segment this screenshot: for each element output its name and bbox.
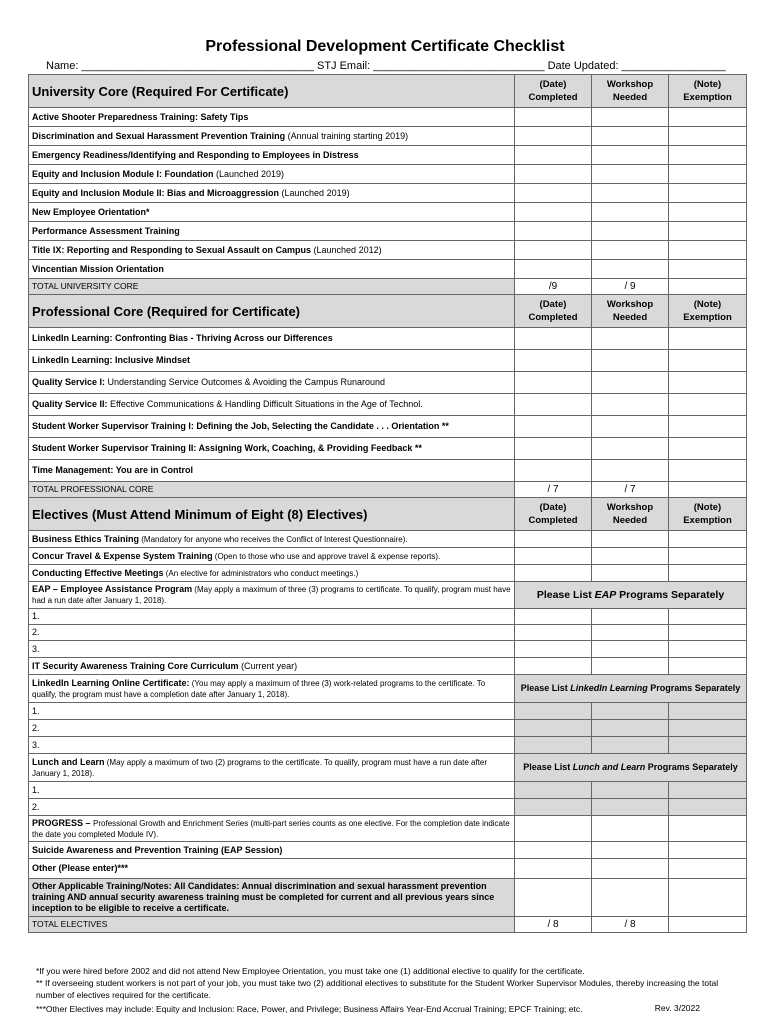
workshop-needed-cell[interactable] bbox=[592, 658, 669, 675]
eap-item-number: 2. bbox=[29, 625, 515, 641]
eap-item-row bbox=[29, 609, 747, 625]
name-email-date-line: Name: ______________________________________ STJ Email: ____________________________ Date Updated: _________________ bbox=[46, 60, 726, 72]
other-notes-text: Other Applicable Training/Notes: All Candidates: Annual discrimination and sexual harassment prevention training AND annual security awareness training must be completed for current and all previous years since inception to be eligible to receive a certificate. bbox=[29, 879, 515, 917]
item-title: Concur Travel & Expense System Training bbox=[32, 550, 213, 561]
exemption-cell[interactable] bbox=[669, 146, 747, 165]
date-completed-cell[interactable] bbox=[515, 737, 592, 754]
eap-item-number: 3. bbox=[29, 641, 515, 658]
workshop-needed-cell[interactable] bbox=[592, 548, 669, 565]
total-label: TOTAL ELECTIVES bbox=[29, 917, 515, 933]
workshop-needed-cell[interactable] bbox=[592, 165, 669, 184]
section-heading-professional: Professional Core (Required for Certificate) bbox=[29, 295, 515, 328]
exemption-cell[interactable] bbox=[669, 460, 747, 482]
linkedin-item-number: 2. bbox=[29, 720, 515, 737]
date-completed-cell[interactable] bbox=[515, 127, 592, 146]
footnote-2: ** If overseeing student workers is not part of your job, you must take two (2) additional electives to substitute for the Student Worker Supervisor Modules, thereby increasing the total number of electives required for the certificate. bbox=[36, 978, 719, 1000]
exemption-cell[interactable] bbox=[669, 859, 747, 879]
university-header-row bbox=[29, 75, 747, 108]
elective-row-lunch-and-learn bbox=[29, 754, 747, 782]
item-title: PROGRESS – bbox=[32, 817, 94, 828]
university-course-row bbox=[29, 184, 747, 203]
elective-row-linkedin bbox=[29, 675, 747, 703]
course-note: (Launched 2012) bbox=[311, 244, 382, 255]
item-title: Business Ethics Training bbox=[32, 533, 140, 544]
professional-course-row bbox=[29, 350, 747, 372]
exemption-cell[interactable] bbox=[669, 737, 747, 754]
item-title: IT Security Awareness Training Core Curriculum bbox=[32, 660, 239, 671]
workshop-needed-cell[interactable] bbox=[592, 394, 669, 416]
date-completed-cell[interactable] bbox=[515, 165, 592, 184]
date-completed-cell[interactable] bbox=[515, 816, 592, 842]
col-workshop-needed: Workshop Needed bbox=[592, 75, 669, 108]
course-title: Performance Assessment Training bbox=[32, 225, 180, 236]
linkedin-item-number: 3. bbox=[29, 737, 515, 754]
date-completed-cell[interactable] bbox=[515, 372, 592, 394]
exemption-cell[interactable] bbox=[669, 842, 747, 859]
exemption-cell[interactable] bbox=[669, 350, 747, 372]
workshop-needed-cell[interactable] bbox=[592, 737, 669, 754]
course-title: Equity and Inclusion Module II: Bias and Microaggression bbox=[32, 187, 280, 198]
other-notes-row bbox=[29, 879, 747, 917]
item-title: Suicide Awareness and Prevention Training (EAP Session) bbox=[29, 842, 515, 859]
workshop-needed-cell[interactable] bbox=[592, 203, 669, 222]
lunch-learn-item-number: 2. bbox=[29, 799, 515, 816]
course-title: Student Worker Supervisor Training II: Assigning Work, Coaching, & Providing Feedback ** bbox=[32, 443, 422, 453]
date-completed-cell[interactable] bbox=[515, 625, 592, 641]
university-course-row bbox=[29, 241, 747, 260]
workshop-needed-cell[interactable] bbox=[592, 625, 669, 641]
exemption-cell[interactable] bbox=[669, 108, 747, 127]
course-title: Quality Service I: bbox=[32, 377, 106, 387]
course-title: Quality Service II: bbox=[32, 399, 108, 409]
date-completed-cell[interactable] bbox=[515, 350, 592, 372]
workshop-needed-cell[interactable] bbox=[592, 641, 669, 658]
course-title: Active Shooter Preparedness Training: Safety Tips bbox=[32, 111, 249, 122]
linkedin-item-number: 1. bbox=[29, 703, 515, 720]
date-completed-cell[interactable] bbox=[515, 842, 592, 859]
exemption-cell[interactable] bbox=[669, 394, 747, 416]
workshop-needed-cell[interactable] bbox=[592, 108, 669, 127]
workshop-needed-cell[interactable] bbox=[592, 565, 669, 582]
date-completed-cell[interactable] bbox=[515, 859, 592, 879]
date-completed-cell[interactable] bbox=[515, 438, 592, 460]
workshop-needed-cell[interactable] bbox=[592, 350, 669, 372]
date-completed-cell[interactable] bbox=[515, 609, 592, 625]
col-workshop-needed: Workshop Needed bbox=[592, 295, 669, 328]
col-date-completed: (Date) Completed bbox=[515, 498, 592, 531]
item-note: (An elective for administrators who conduct meetings.) bbox=[163, 568, 359, 578]
exemption-cell[interactable] bbox=[669, 438, 747, 460]
course-note: (Launched 2019) bbox=[213, 168, 285, 179]
course-note: (Launched 2019) bbox=[279, 187, 350, 198]
exemption-cell[interactable] bbox=[669, 241, 747, 260]
item-title: EAP – Employee Assistance Program bbox=[32, 584, 193, 594]
date-completed-cell[interactable] bbox=[515, 416, 592, 438]
total-completed: / 7 bbox=[515, 482, 592, 498]
professional-course-row bbox=[29, 372, 747, 394]
workshop-needed-cell[interactable] bbox=[592, 372, 669, 394]
course-title: Emergency Readiness/Identifying and Responding to Employees in Distress bbox=[32, 149, 359, 160]
date-completed-cell[interactable] bbox=[515, 879, 592, 917]
course-title: Discrimination and Sexual Harassment Prevention Training bbox=[32, 130, 286, 141]
course-note: (Annual training starting 2019) bbox=[285, 130, 409, 141]
exemption-cell[interactable] bbox=[669, 416, 747, 438]
university-course-row bbox=[29, 165, 747, 184]
date-completed-cell[interactable] bbox=[515, 703, 592, 720]
date-completed-cell[interactable] bbox=[515, 799, 592, 816]
elective-row-progress bbox=[29, 816, 747, 842]
item-title: LinkedIn Learning Online Certificate: bbox=[32, 677, 190, 688]
course-note: Effective Communications & Handling Difficult Situations in the Age of Technol. bbox=[107, 399, 423, 409]
workshop-needed-cell[interactable] bbox=[592, 799, 669, 816]
university-course-row bbox=[29, 203, 747, 222]
exemption-cell[interactable] bbox=[669, 184, 747, 203]
date-completed-cell[interactable] bbox=[515, 222, 592, 241]
course-title: Student Worker Supervisor Training I: Defining the Job, Selecting the Candidate . . . Orientation ** bbox=[32, 421, 449, 431]
item-title: Lunch and Learn bbox=[32, 756, 105, 767]
item-title: Conducting Effective Meetings bbox=[32, 567, 164, 578]
date-completed-cell[interactable] bbox=[515, 184, 592, 203]
workshop-needed-cell[interactable] bbox=[592, 127, 669, 146]
university-course-row bbox=[29, 260, 747, 279]
exemption-cell[interactable] bbox=[669, 548, 747, 565]
course-note: Understanding Service Outcomes & Avoiding the Campus Runaround bbox=[105, 377, 386, 387]
date-completed-cell[interactable] bbox=[515, 260, 592, 279]
exemption-cell[interactable] bbox=[669, 203, 747, 222]
date-completed-cell[interactable] bbox=[515, 531, 592, 548]
exemption-cell[interactable] bbox=[669, 799, 747, 816]
total-completed: /9 bbox=[515, 279, 592, 295]
course-title: Time Management: You are in Control bbox=[32, 465, 194, 475]
date-completed-cell[interactable] bbox=[515, 108, 592, 127]
workshop-needed-cell[interactable] bbox=[592, 842, 669, 859]
university-course-row bbox=[29, 127, 747, 146]
total-completed: / 8 bbox=[515, 917, 592, 933]
workshop-needed-cell[interactable] bbox=[592, 703, 669, 720]
date-completed-cell[interactable] bbox=[515, 328, 592, 350]
col-note-exemption: (Note) Exemption bbox=[669, 75, 747, 108]
total-needed: / 9 bbox=[592, 279, 669, 295]
elective-row-business-ethics bbox=[29, 531, 747, 548]
exemption-cell[interactable] bbox=[669, 127, 747, 146]
lunch-learn-item-row bbox=[29, 782, 747, 799]
course-title: Equity and Inclusion Module I: Foundation bbox=[32, 168, 214, 179]
item-title: Other (Please enter)*** bbox=[29, 859, 515, 879]
date-completed-cell[interactable] bbox=[515, 241, 592, 260]
elective-row-other bbox=[29, 859, 747, 879]
elective-row-eap bbox=[29, 582, 747, 609]
linkedin-list-separately-note: Please List LinkedIn Learning Programs Separately bbox=[515, 675, 747, 703]
exemption-cell[interactable] bbox=[669, 328, 747, 350]
col-note-exemption: (Note) Exemption bbox=[669, 498, 747, 531]
item-note: (May apply a maximum of three (3) programs to certificate. To qualify, program must have had a run date after January 1, 2018). bbox=[32, 585, 511, 605]
eap-item-number: 1. bbox=[29, 609, 515, 625]
date-completed-cell[interactable] bbox=[515, 641, 592, 658]
elective-row-it-security bbox=[29, 658, 747, 675]
date-completed-cell[interactable] bbox=[515, 203, 592, 222]
lunch-learn-item-row bbox=[29, 799, 747, 816]
revision-label: Rev. 3/2022 bbox=[654, 1003, 700, 1013]
workshop-needed-cell[interactable] bbox=[592, 460, 669, 482]
workshop-needed-cell[interactable] bbox=[592, 859, 669, 879]
item-note: (Open to those who use and approve travel & expense reports). bbox=[212, 551, 441, 561]
workshop-needed-cell[interactable] bbox=[592, 241, 669, 260]
total-exemption-cell bbox=[669, 482, 747, 498]
exemption-cell[interactable] bbox=[669, 222, 747, 241]
linkedin-item-row bbox=[29, 720, 747, 737]
lunch-learn-item-number: 1. bbox=[29, 782, 515, 799]
course-title: New Employee Orientation* bbox=[32, 206, 150, 217]
date-completed-cell[interactable] bbox=[515, 394, 592, 416]
lunch-learn-list-separately-note: Please List Lunch and Learn Programs Separately bbox=[515, 754, 747, 782]
elective-row-meetings bbox=[29, 565, 747, 582]
total-exemption-cell bbox=[669, 917, 747, 933]
eap-item-row bbox=[29, 641, 747, 658]
professional-header-row bbox=[29, 295, 747, 328]
col-date-completed: (Date) Completed bbox=[515, 295, 592, 328]
linkedin-item-row bbox=[29, 703, 747, 720]
item-note: (Current year) bbox=[238, 660, 298, 671]
workshop-needed-cell[interactable] bbox=[592, 146, 669, 165]
workshop-needed-cell[interactable] bbox=[592, 260, 669, 279]
workshop-needed-cell[interactable] bbox=[592, 531, 669, 548]
exemption-cell[interactable] bbox=[669, 641, 747, 658]
professional-course-row bbox=[29, 328, 747, 350]
section-heading-electives: Electives (Must Attend Minimum of Eight (8) Electives) bbox=[29, 498, 515, 531]
workshop-needed-cell[interactable] bbox=[592, 782, 669, 799]
exemption-cell[interactable] bbox=[669, 372, 747, 394]
exemption-cell[interactable] bbox=[669, 625, 747, 641]
workshop-needed-cell[interactable] bbox=[592, 328, 669, 350]
footnote-3: ***Other Electives may include: Equity and Inclusion: Race, Power, and Privilege; Business Affairs Year-End Accrual Training; EPCF Training; etc. bbox=[36, 1004, 583, 1014]
exemption-cell[interactable] bbox=[669, 879, 747, 917]
date-completed-cell[interactable] bbox=[515, 146, 592, 165]
total-exemption-cell bbox=[669, 279, 747, 295]
total-electives-row bbox=[29, 917, 747, 933]
footnote-1: *If you were hired before 2002 and did not attend New Employee Orientation, you must take one (1) additional elective to qualify for the certificate. bbox=[36, 966, 585, 976]
exemption-cell[interactable] bbox=[669, 531, 747, 548]
workshop-needed-cell[interactable] bbox=[592, 438, 669, 460]
total-needed: / 8 bbox=[592, 917, 669, 933]
workshop-needed-cell[interactable] bbox=[592, 879, 669, 917]
exemption-cell[interactable] bbox=[669, 720, 747, 737]
elective-row-suicide-awareness bbox=[29, 842, 747, 859]
item-note: (Mandatory for anyone who receives the Conflict of Interest Questionnaire). bbox=[139, 534, 408, 544]
total-label: TOTAL UNIVERSITY CORE bbox=[29, 279, 515, 295]
university-course-row bbox=[29, 108, 747, 127]
exemption-cell[interactable] bbox=[669, 703, 747, 720]
course-title: LinkedIn Learning: Confronting Bias - Thriving Across our Differences bbox=[32, 333, 333, 343]
workshop-needed-cell[interactable] bbox=[592, 816, 669, 842]
exemption-cell[interactable] bbox=[669, 782, 747, 799]
workshop-needed-cell[interactable] bbox=[592, 416, 669, 438]
exemption-cell[interactable] bbox=[669, 816, 747, 842]
checklist-table bbox=[28, 74, 747, 933]
date-completed-cell[interactable] bbox=[515, 565, 592, 582]
date-completed-cell[interactable] bbox=[515, 658, 592, 675]
item-note: (You may apply a maximum of three (3) work-related programs to the certificate. To qualify, the program must have a completion date after January 1, 2018). bbox=[32, 678, 486, 699]
course-title: Vincentian Mission Orientation bbox=[32, 263, 164, 274]
exemption-cell[interactable] bbox=[669, 658, 747, 675]
col-date-completed: (Date) Completed bbox=[515, 75, 592, 108]
col-note-exemption: (Note) Exemption bbox=[669, 295, 747, 328]
professional-course-row bbox=[29, 416, 747, 438]
total-label: TOTAL PROFESSIONAL CORE bbox=[29, 482, 515, 498]
item-note: (May apply a maximum of two (2) programs to the certificate. To qualify, program must have a run date after January 1, 2018). bbox=[32, 757, 488, 778]
university-course-row bbox=[29, 222, 747, 241]
workshop-needed-cell[interactable] bbox=[592, 222, 669, 241]
date-completed-cell[interactable] bbox=[515, 782, 592, 799]
electives-header-row bbox=[29, 498, 747, 531]
exemption-cell[interactable] bbox=[669, 165, 747, 184]
university-course-row bbox=[29, 146, 747, 165]
professional-total-row bbox=[29, 482, 747, 498]
university-total-row bbox=[29, 279, 747, 295]
total-needed: / 7 bbox=[592, 482, 669, 498]
section-heading-university: University Core (Required For Certificate) bbox=[29, 75, 515, 108]
elective-row-concur bbox=[29, 548, 747, 565]
course-title: Title IX: Reporting and Responding to Sexual Assault on Campus bbox=[32, 244, 312, 255]
workshop-needed-cell[interactable] bbox=[592, 720, 669, 737]
eap-list-separately-note: Please List EAP Programs Separately bbox=[515, 582, 747, 609]
date-completed-cell[interactable] bbox=[515, 460, 592, 482]
exemption-cell[interactable] bbox=[669, 260, 747, 279]
course-title: LinkedIn Learning: Inclusive Mindset bbox=[32, 355, 191, 365]
page-title: Professional Development Certificate Checklist bbox=[205, 38, 565, 55]
professional-course-row bbox=[29, 438, 747, 460]
eap-item-row bbox=[29, 625, 747, 641]
col-workshop-needed: Workshop Needed bbox=[592, 498, 669, 531]
workshop-needed-cell[interactable] bbox=[592, 609, 669, 625]
linkedin-item-row bbox=[29, 737, 747, 754]
exemption-cell[interactable] bbox=[669, 565, 747, 582]
professional-course-row bbox=[29, 394, 747, 416]
professional-course-row bbox=[29, 460, 747, 482]
item-note: Professional Growth and Enrichment Series (multi-part series counts as one elective. For the completion date indicate the date you completed Module IV). bbox=[32, 818, 510, 839]
exemption-cell[interactable] bbox=[669, 609, 747, 625]
date-completed-cell[interactable] bbox=[515, 548, 592, 565]
workshop-needed-cell[interactable] bbox=[592, 184, 669, 203]
date-completed-cell[interactable] bbox=[515, 720, 592, 737]
